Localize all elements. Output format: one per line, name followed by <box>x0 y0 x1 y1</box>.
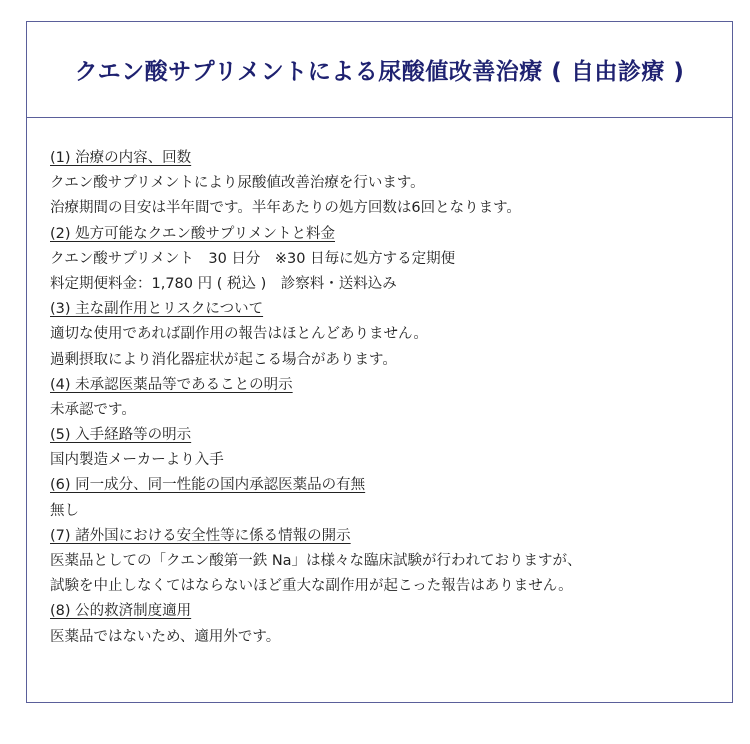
page-title: クエン酸サプリメントによる尿酸値改善治療 ( 自由診療 ) <box>74 59 685 85</box>
section-text: 国内製造メーカーより入手 <box>50 452 224 469</box>
section-text: クエン酸サプリメントにより尿酸値改善治療を行います。 <box>50 175 425 192</box>
section-text: 料定期便料金：1,780 円 ( 税込 ) 診察料・送料込み <box>50 275 397 292</box>
panel-header <box>27 22 732 118</box>
section-text: 過剰摂取により消化器症状が起こる場合があります。 <box>50 351 397 368</box>
info-panel <box>26 21 733 703</box>
panel-body <box>50 146 716 650</box>
section-text: 試験を中止しなくてはならないほど重大な副作用が起こった報告はありません。 <box>50 578 573 595</box>
section-text: クエン酸サプリメント 30 日分 ※30 日毎に処方する定期便 <box>50 250 456 267</box>
section-heading-treatment: (1) 治療の内容、回数 <box>50 150 192 166</box>
section-heading-unapproved: (4) 未承認医薬品等であることの明示 <box>50 376 293 393</box>
section-heading-pricing: (2) 処方可能なクエン酸サプリメントと料金 <box>50 225 335 242</box>
section-text: 未承認です。 <box>50 401 136 418</box>
section-text: 無し <box>50 502 79 519</box>
section-heading-relief-system: (8) 公的救済制度適用 <box>50 603 192 620</box>
section-text: 医薬品ではないため、適用外です。 <box>50 628 281 645</box>
section-heading-source: (5) 入手経路等の明示 <box>50 427 192 444</box>
section-heading-side-effects: (3) 主な副作用とリスクについて <box>50 301 264 318</box>
section-text: 治療期間の目安は半年間です。半年あたりの処方回数は6回となります。 <box>50 200 521 217</box>
section-text: 医薬品としての「クエン酸第一鉄 Na」は様々な臨床試験が行われておりますが、 <box>50 553 582 569</box>
section-heading-foreign-safety: (7) 諸外国における安全性等に係る情報の開示 <box>50 527 351 544</box>
section-heading-domestic-equivalent: (6) 同一成分、同一性能の国内承認医薬品の有無 <box>50 477 366 494</box>
section-text: 適切な使用であれば副作用の報告はほとんどありません。 <box>50 326 428 343</box>
